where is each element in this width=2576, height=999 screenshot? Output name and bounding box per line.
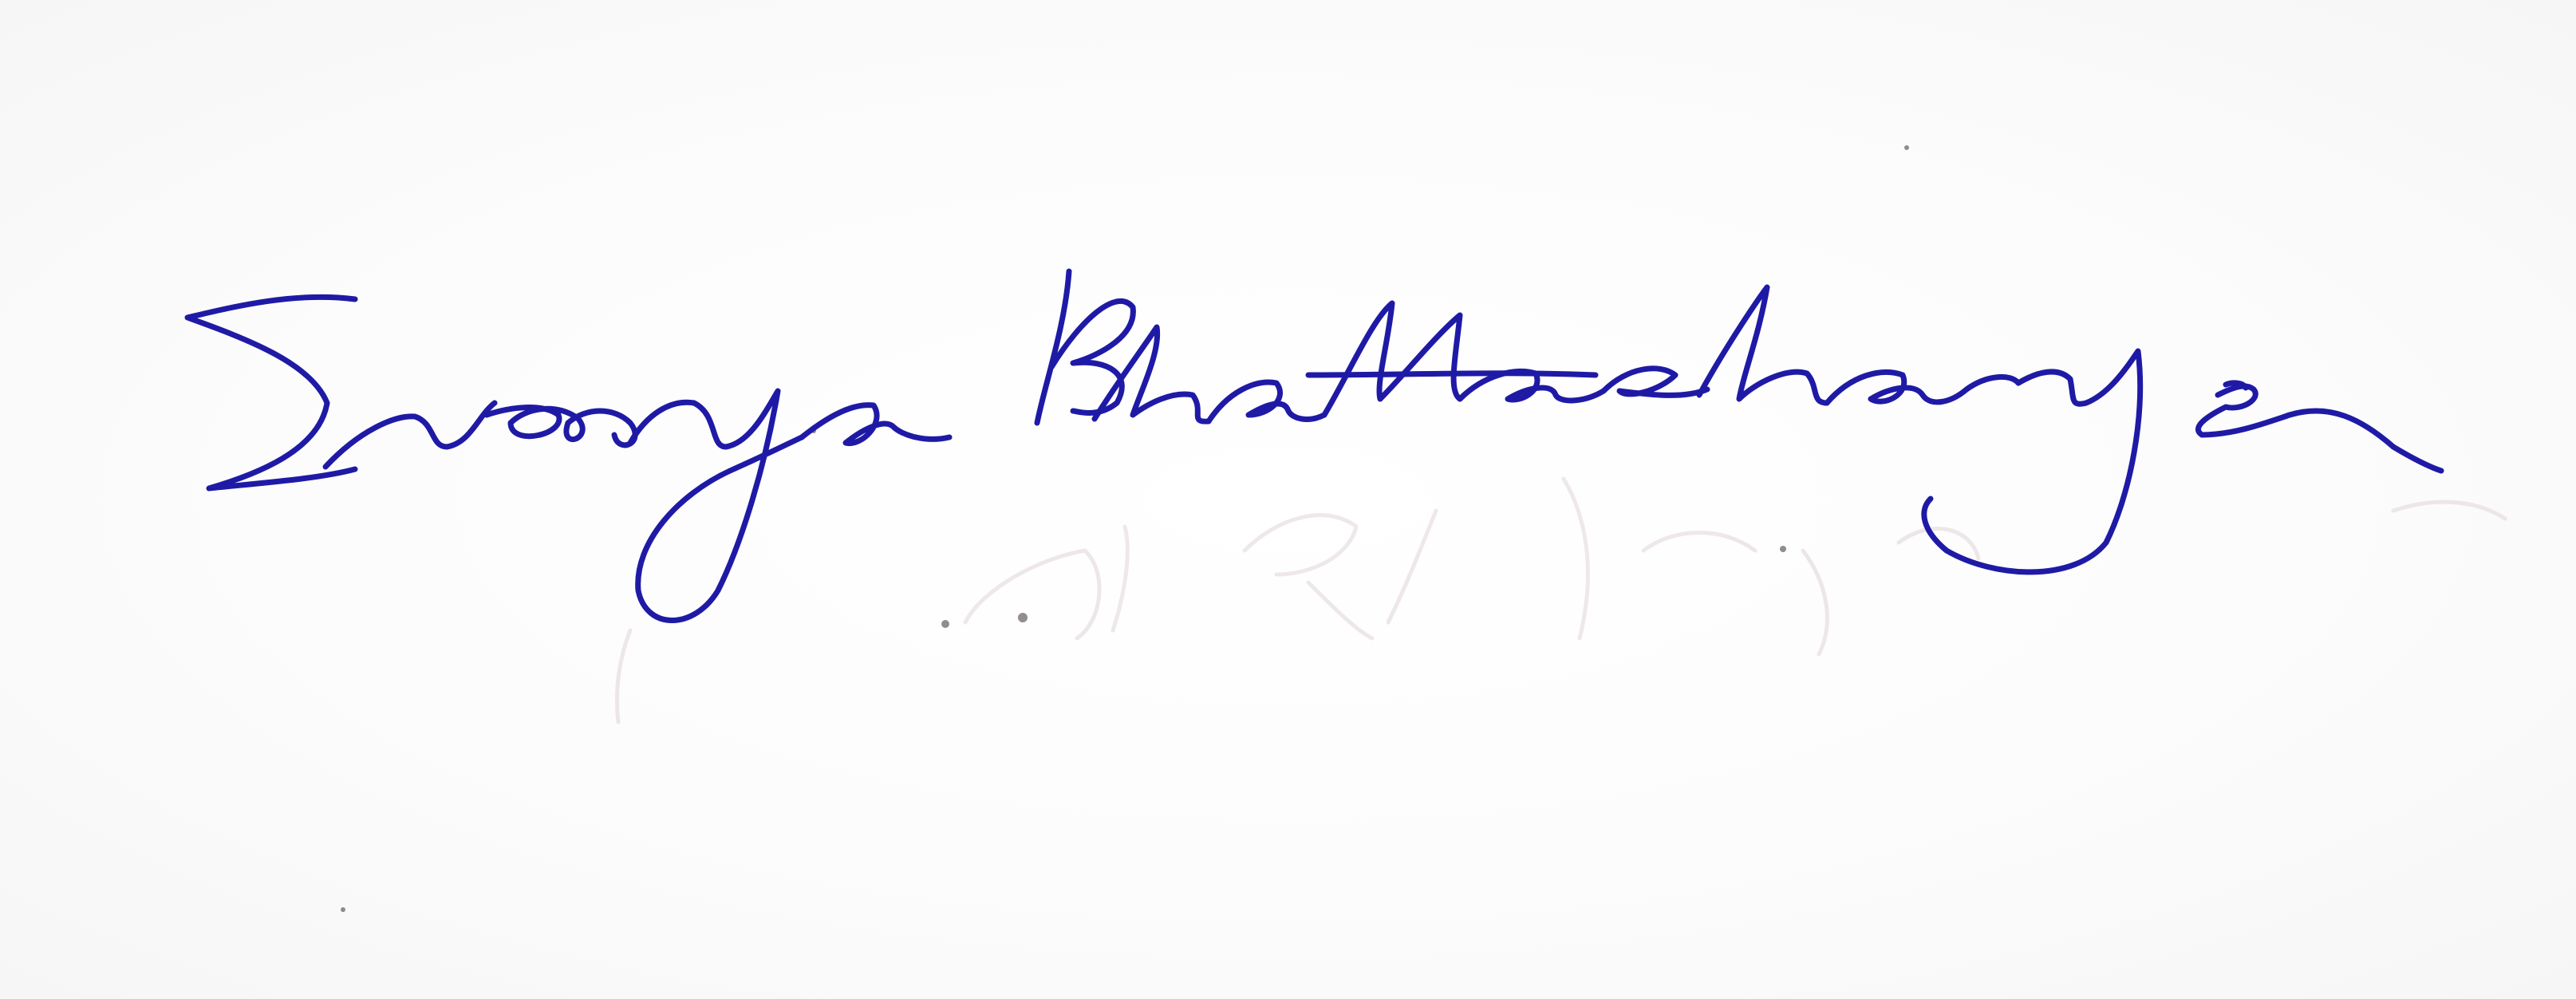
bleed-stroke [1245, 515, 1356, 575]
signature-stroke-h [325, 403, 495, 467]
speck [941, 620, 949, 628]
signature-stroke-h3 [1699, 287, 1827, 403]
bleed-stroke [1113, 527, 1127, 630]
signature-stroke-tt [1324, 303, 1460, 415]
signature-stroke-final-a [2198, 386, 2441, 471]
bleed-stroke [1643, 533, 1755, 551]
bleed-stroke [1388, 511, 1436, 622]
bleed-stroke [1308, 582, 1372, 638]
signature-stroke-b [1037, 271, 1133, 423]
signature-stroke-y [630, 391, 802, 621]
signature-stroke-a2 [1209, 382, 1324, 421]
bleed-stroke [1564, 479, 1588, 638]
bleed-stroke [965, 551, 1099, 638]
speck [1904, 145, 1909, 150]
bleed-stroke [617, 630, 630, 722]
speck [1018, 613, 1028, 622]
bleed-stroke [1803, 551, 1827, 654]
signature-stroke-ree [487, 408, 635, 445]
signature-stroke-y2 [1924, 351, 2140, 572]
signature-stroke-ar [1827, 372, 2018, 403]
bleed-stroke [2393, 502, 2505, 519]
speck [1780, 546, 1786, 552]
speck [341, 907, 345, 912]
signature-stroke-a1 [802, 405, 949, 444]
signature-stroke-crossbar [1308, 373, 1596, 375]
bleed-through-marks [617, 479, 2505, 722]
